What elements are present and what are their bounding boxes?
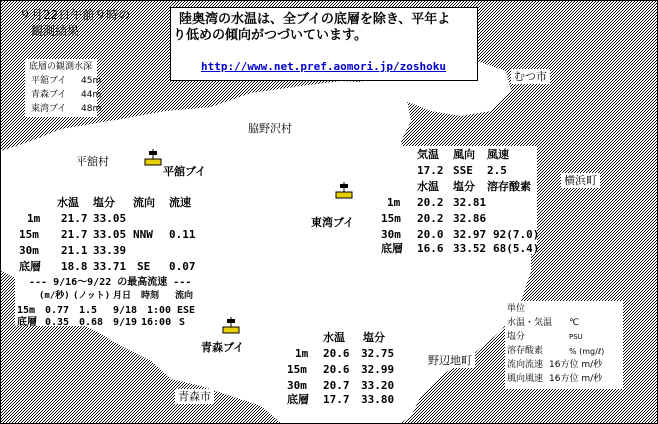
table-cell: S	[179, 317, 186, 328]
units-value: ℃	[569, 318, 580, 328]
depth-legend-name: 平舘ブイ	[31, 76, 67, 86]
place-wakinosawa: 脇野沢村	[245, 121, 295, 136]
column-header: 風向	[453, 148, 475, 161]
depth-legend-name: 東湾ブイ	[31, 104, 67, 114]
units-value: 16方位 m/秒	[549, 374, 603, 384]
table-cell: 32.75	[361, 347, 395, 360]
table-cell: 0.77	[45, 305, 70, 316]
units-value: 16方位 m/秒	[549, 360, 603, 370]
column-header: 月日	[113, 291, 132, 301]
table-cell: 92(7.0)	[493, 228, 540, 241]
units-label: 水温・気温	[507, 318, 553, 328]
depth-label: 15m	[17, 305, 36, 316]
buoy-aomori[interactable]	[221, 317, 245, 343]
buoy-label-tairadate: 平舘ブイ	[163, 165, 207, 178]
table-cell: 33.05	[93, 228, 127, 241]
table-cell: 33.80	[361, 393, 395, 406]
units-legend	[505, 301, 623, 389]
depth-label: 底層	[19, 260, 41, 273]
column-header: 溶存酸素	[487, 180, 531, 193]
table-cell: 32.99	[361, 363, 395, 376]
table-cell: 20.6	[323, 347, 350, 360]
buoy-icon	[221, 317, 245, 339]
observation-caption: 観測結果	[31, 24, 80, 38]
depth-label: 1m	[27, 212, 41, 225]
table-cell: SE	[137, 260, 151, 273]
units-label: 風向風速	[507, 374, 544, 384]
aomori-table	[281, 327, 405, 407]
table-cell: 17.2	[417, 164, 444, 177]
column-header: 時刻	[141, 291, 160, 301]
place-aomori: 青森市	[175, 389, 214, 404]
depth-legend-name: 青森ブイ	[31, 90, 67, 100]
table-cell: 33.39	[93, 244, 127, 257]
table-cell: 18.8	[61, 260, 88, 273]
table-cell: 21.1	[61, 244, 88, 257]
table-cell: 21.7	[61, 228, 88, 241]
max-speed-title: --- 9/16～9/22 の最高流速 ---	[29, 277, 192, 288]
observation-date: ９月22日午前９時の	[19, 8, 131, 22]
units-title: 単位	[507, 304, 526, 314]
table-cell: 0.07	[169, 260, 196, 273]
depth-label: 30m	[287, 379, 307, 392]
column-header: 流向	[133, 196, 155, 209]
depth-label: 1m	[387, 196, 401, 209]
units-value: PSU	[569, 333, 583, 341]
table-cell: 20.0	[417, 228, 444, 241]
table-cell: 0.35	[45, 317, 70, 328]
table-cell: 20.2	[417, 196, 444, 209]
column-header: 流向	[175, 291, 194, 301]
depth-label: 底層	[287, 393, 309, 406]
table-cell: 33.05	[93, 212, 127, 225]
units-label: 流向流速	[507, 360, 544, 370]
table-cell: SSE	[453, 164, 473, 177]
depth-legend-value: 48m	[81, 104, 102, 114]
table-cell: 20.2	[417, 212, 444, 225]
place-hiranai: 平舘村	[73, 154, 112, 169]
depth-label: 15m	[381, 212, 401, 225]
table-cell: 20.6	[323, 363, 350, 376]
table-cell: 32.81	[453, 196, 487, 209]
table-cell: 33.71	[93, 260, 127, 273]
table-cell: 17.7	[323, 393, 350, 406]
table-cell: 32.97	[453, 228, 487, 241]
depth-legend	[25, 59, 102, 117]
table-cell: 16:00	[141, 317, 172, 328]
table-cell: 1.5	[79, 305, 98, 316]
table-cell: 33.52	[453, 242, 487, 255]
higashiwan-table	[377, 146, 540, 255]
column-header: 気温	[417, 148, 439, 161]
notice-box	[170, 7, 478, 81]
table-cell: 32.86	[453, 212, 487, 225]
column-header: 塩分	[453, 180, 475, 193]
depth-label: 15m	[287, 363, 307, 376]
units-value: % (mg/ℓ)	[569, 347, 605, 356]
depth-label: 底層	[381, 242, 403, 255]
column-header: (m/秒)	[39, 291, 70, 301]
table-cell: NNW	[133, 228, 153, 241]
tairadate-table	[15, 194, 201, 326]
depth-legend-value: 44m	[81, 90, 102, 100]
buoy-label-aomori: 青森ブイ	[201, 341, 245, 354]
depth-label: 30m	[381, 228, 401, 241]
depth-label: 底層	[17, 317, 37, 328]
units-label: 溶存酸素	[507, 346, 544, 356]
depth-legend-value: 45m	[81, 76, 102, 86]
table-cell: 20.7	[323, 379, 350, 392]
column-header: 流速	[169, 196, 191, 209]
column-header: 水温	[57, 196, 79, 209]
buoy-label-higashiwan: 東湾ブイ	[311, 216, 355, 229]
zoshoku-link[interactable]: http://www.net.pref.aomori.jp/zoshoku	[201, 60, 447, 73]
table-cell: 2.5	[487, 164, 507, 177]
column-header: 風速	[487, 148, 509, 161]
units-label: 塩分	[507, 332, 526, 342]
buoy-higashiwan[interactable]	[334, 182, 358, 208]
place-noheji: 野辺地町	[425, 353, 475, 368]
table-cell: 9/19	[113, 317, 138, 328]
place-yokohama: 横浜町	[561, 173, 600, 188]
notice-line-2: り低めの傾向がつづいています。	[173, 28, 367, 43]
column-header: (ノット)	[73, 291, 111, 301]
depth-label: 30m	[19, 244, 39, 257]
buoy-icon	[334, 182, 358, 204]
table-cell: 1:00	[147, 305, 172, 316]
table-cell: 68(5.4)	[493, 242, 540, 255]
table-cell: 21.7	[61, 212, 88, 225]
notice-line-1: 陸奥湾の水温は、全ブイの底層を除き、平年よ	[179, 12, 451, 27]
depth-label: 15m	[19, 228, 39, 241]
depth-legend-title: 底層の観測水深	[29, 62, 93, 72]
table-cell: 16.6	[417, 242, 444, 255]
column-header: 水温	[417, 180, 439, 193]
column-header: 塩分	[363, 331, 385, 344]
table-cell: 0.68	[79, 317, 104, 328]
table-cell: ESE	[177, 305, 196, 316]
depth-label: 1m	[295, 347, 309, 360]
column-header: 水温	[323, 331, 345, 344]
column-header: 塩分	[93, 196, 115, 209]
table-cell: 9/18	[113, 305, 138, 316]
table-cell: 0.11	[169, 228, 196, 241]
place-mutsu: むつ市	[511, 69, 550, 84]
table-cell: 33.20	[361, 379, 395, 392]
